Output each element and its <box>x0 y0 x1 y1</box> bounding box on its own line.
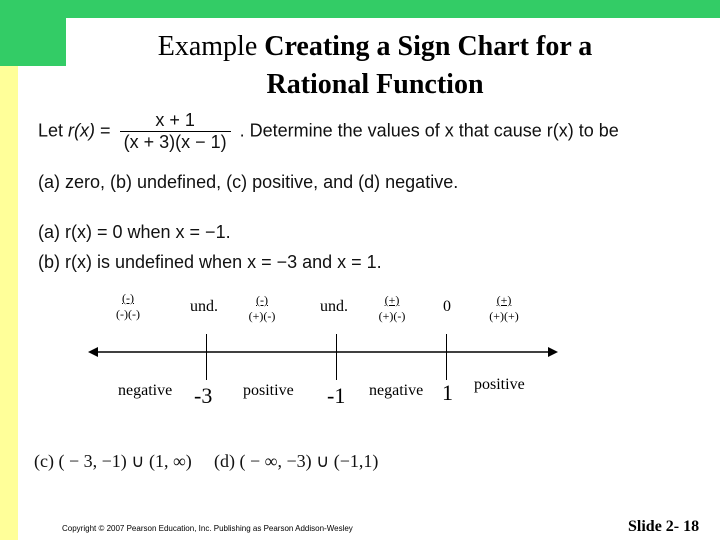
slide-title <box>70 28 680 104</box>
slide-number: Slide 2- 18 <box>628 518 700 535</box>
fraction-numerator: x + 1 <box>120 110 231 132</box>
tick-minus-3 <box>206 334 207 380</box>
interval-3-sign: negative <box>369 382 424 399</box>
number-line <box>88 344 558 360</box>
answer-c: (c) ( − 3, −1) ∪ (1, ∞) <box>34 451 192 471</box>
interval-2-denominator-signs: (+)(-) <box>248 309 276 323</box>
critical-2-label: und. <box>320 298 348 315</box>
corner-accent-square <box>0 0 66 66</box>
number-line-right-arrow <box>548 347 558 357</box>
problem-equals: = <box>100 120 111 141</box>
problem-fraction <box>120 110 231 153</box>
problem-function: r(x) <box>68 120 96 141</box>
interval-4-numerator-sign: (+) <box>496 293 512 307</box>
interval-4-sign: positive <box>474 376 525 393</box>
title-prefix: Example <box>157 31 265 62</box>
critical-2-value: -1 <box>327 383 346 408</box>
interval-4-signs <box>482 292 526 324</box>
top-accent-bar <box>66 0 720 18</box>
interval-4-denominator-signs: (+)(+) <box>489 309 519 323</box>
answer-d: (d) ( − ∞, −3) ∪ (−1,1) <box>214 451 379 471</box>
critical-1-value: -3 <box>194 383 213 408</box>
interval-1-numerator-sign: (-) <box>122 291 134 305</box>
problem-statement <box>38 110 619 153</box>
title-line1: Creating a Sign Chart for a <box>264 31 593 62</box>
interval-1-sign: negative <box>118 382 173 399</box>
left-accent-bar <box>0 0 18 540</box>
critical-1-label: und. <box>190 298 218 315</box>
answer-b: (b) r(x) is undefined when x = −3 and x = 1. <box>38 252 382 272</box>
interval-2-sign: positive <box>243 382 294 399</box>
interval-3-numerator-sign: (+) <box>384 293 400 307</box>
interval-1-signs <box>106 290 150 322</box>
title-line2: Rational Function <box>266 69 484 100</box>
copyright-notice: Copyright © 2007 Pearson Education, Inc. Publishing as Pearson Addison-Wesley <box>62 524 353 533</box>
interval-3-denominator-signs: (+)(-) <box>378 309 406 323</box>
problem-tail: . Determine the values of x that cause r(x) to be <box>239 120 619 141</box>
problem-parts: (a) zero, (b) undefined, (c) positive, and (d) negative. <box>38 172 459 192</box>
interval-2-signs <box>240 292 284 324</box>
interval-2-numerator-sign: (-) <box>256 293 268 307</box>
problem-let: Let <box>38 120 64 141</box>
answer-a: (a) r(x) = 0 when x = −1. <box>38 222 231 242</box>
critical-3-value: 1 <box>442 380 453 405</box>
tick-minus-1 <box>336 334 337 380</box>
tick-1 <box>446 334 447 380</box>
critical-3-label: 0 <box>443 298 451 315</box>
interval-1-denominator-signs: (-)(-) <box>116 307 140 321</box>
number-line-left-arrow <box>88 347 98 357</box>
fraction-denominator: (x + 3)(x − 1) <box>123 132 227 152</box>
interval-3-signs <box>370 292 414 324</box>
